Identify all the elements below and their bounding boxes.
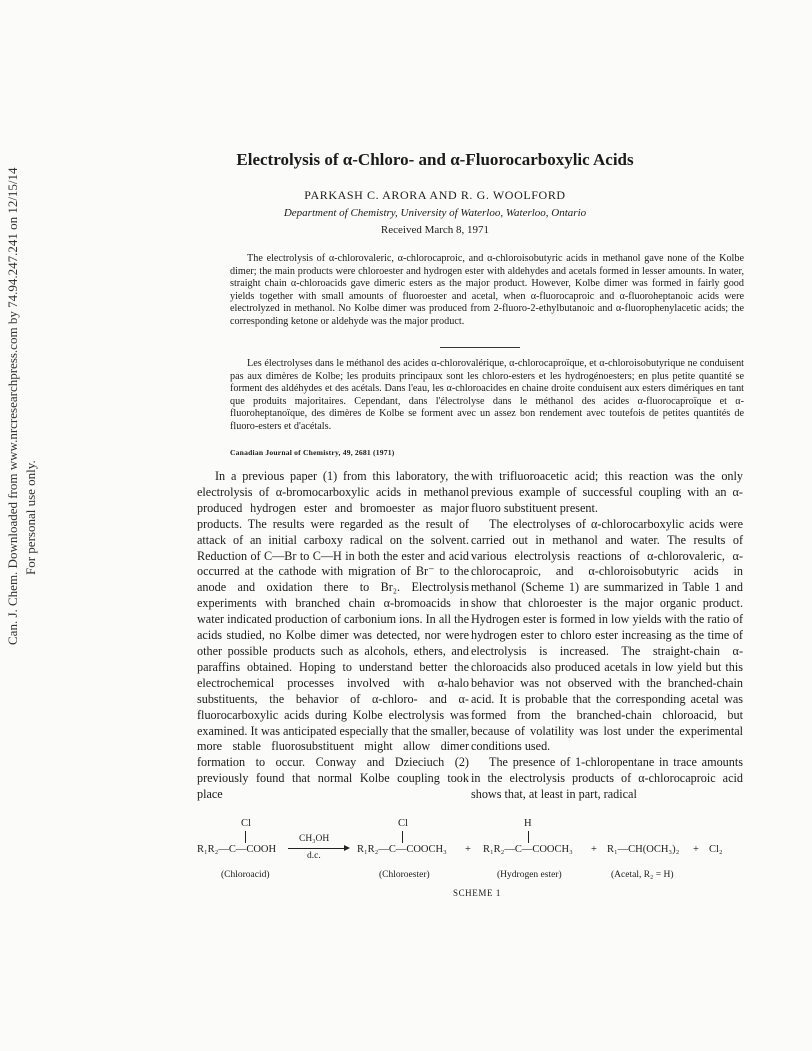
paragraph: The presence of 1-chloropentane in trace amounts in the electrolysis products of α-chlorocaproic acid shows that, at least in part, radical [471,755,743,802]
scheme-reactant: R₁R₂—C—COOH [197,844,277,855]
label-chloroester: (Chloroester) [379,870,430,880]
scheme-cl-2: Cl [398,818,408,829]
abstract-english: The electrolysis of α-chlorovaleric, α-chlorocaproic, and α-chloroisobutyric acids in methanol gave none of the Kolbe dimer; the main products were chloroester and hydrogen ester with aldehydes and acetals formed in lesser amounts. In water, straight chain α-chloroacids gave dimeric esters as the major product. However, Kolbe dimer was formed in fairly good yields together with small amounts of fluoroester and acetal, when α-fluorocaproic and α-fluoroheptanoic acids were electrolyzed in methanol. No Kolbe dimer was produced from 2-fluoro-2-ethylbutanoic and α-fluorophenylacetic acids; the corresponding ketone or aldehyde was the major product. [230,253,744,327]
body-column-right [471,469,743,803]
scheme-plus: + [693,844,699,855]
arrow-condition-current: d.c. [307,851,321,861]
paragraph: with trifluoroacetic acid; this reaction was the only previous example of successful coupling with an α-fluoro substituent present. [471,469,743,515]
arrow-condition-solvent: CH₃OH [299,834,330,844]
label-hydrogen-ester: (Hydrogen ester) [497,870,562,880]
abstract-divider [440,347,520,348]
scheme-h: H [524,818,532,829]
journal-citation: Canadian Journal of Chemistry, 49, 2681 (1971) [230,448,395,457]
bond-line [245,831,246,843]
scheme-plus: + [591,844,597,855]
scheme-product-acetal: R₁—CH(OCH₃)₂ [607,844,680,855]
scheme-caption: SCHEME 1 [452,888,502,898]
paragraph: The electrolyses of α-chlorocarboxylic acids were carried out in methanol and water. The results of various electrolysis reactions of α-chlorovaleric, α-chlorocaproic, and α-chloroisobutyric acids in methanol (Scheme 1) are summarized in Table 1 and show that chloroester is the major organic product. Hydrogen ester is formed in low yields with the ratio of hydrogen ester to chloro ester increasing as the time of electrolysis is increased. The straight-chain α-chloroacids also produced acetals in low yield but this behavior was not observed with the branched-chain acid. It is probable that the corresponding acetal was formed from the branched-chain chloroacid, but because of volatility was lost under the experimental conditions used. [471,516,743,754]
scheme-plus: + [465,844,471,855]
paragraph: In a previous paper (1) from this laboratory, the electrolysis of α-bromocarboxylic acids in methanol produced hydrogen ester and bromoester as major products. The results were regarded as the result of attack of an initial carboxy radical on the solvent. Reduction of C—Br to C—H in both the ester and acid occurred at the cathode with migration of Br⁻ to the anode and oxidation there to Br₂. Electrolysis experiments with branched chain α-bromoacids in water indicated production of carbonium ions. In all the acids studied, no Kolbe dimer was detected, nor were other possible products such as alcohols, ethers, and paraffins obtained. Hoping to understand better the electrochemical processes involved with α-halo substituents, the behavior of α-chloro- and α-fluorocarboxylic acids during Kolbe electrolysis was examined. It was anticipated especially that the smaller, more stable fluorosubstituent might allow dimer formation to occur. Conway and Dzieciuch (2) previously found that normal Kolbe coupling took place [197,469,469,802]
scheme-cl-1: Cl [241,818,251,829]
scheme-product-hydrogen-ester: R₁R₂—C—COOCH₃ [483,844,573,855]
scheme-product-chloroester: R₁R₂—C—COOCH₃ [357,844,447,855]
abstract-french: Les électrolyses dans le méthanol des acides α-chlorovalérique, α-chlorocaproïque, et α-chloroisobutyrique ne conduisent pas aux dimères de Kolbe; les produits principaux sont les chloro-esters et les hydrogénoesters; en plus petite quantité se forment des aldéhydes et des acétals. Dans l'eau, les α-chloroacides en chaine droite conduisent aux esters dimériques en tant que produits majoritaires. Cependant, dans l'électrolyse dans le méthanol des acides α-fluorocaproïque et α-fluoroheptanoïque, des dimères de Kolbe se forment avec un assez bon rendement avec toutefois de petites quantités de fluoro-esters et d'acétals. [230,358,744,432]
body-column-left [197,469,469,803]
bond-line [528,831,529,843]
download-notice-line: Can. J. Chem. Downloaded from www.nrcresearchpress.com by 74.94.247.241 on 12/15/14 [5,167,20,645]
label-acetal: (Acetal, R₂ = H) [611,870,674,880]
received-date: Received March 8, 1971 [380,224,490,236]
article-title: Electrolysis of α-Chloro- and α-Fluorocarboxylic Acids [236,150,634,169]
scheme-product-chlorine: Cl₂ [709,844,723,855]
label-chloroacid: (Chloroacid) [221,870,270,880]
personal-use-notice: For personal use only. [23,460,38,575]
reaction-scheme [197,818,757,898]
authors: PARKASH C. ARORA AND R. G. WOOLFORD [304,188,566,202]
affiliation: Department of Chemistry, University of Waterloo, Waterloo, Ontario [283,207,587,219]
bond-line [402,831,403,843]
download-notice [4,167,48,645]
reaction-arrow [288,848,348,849]
